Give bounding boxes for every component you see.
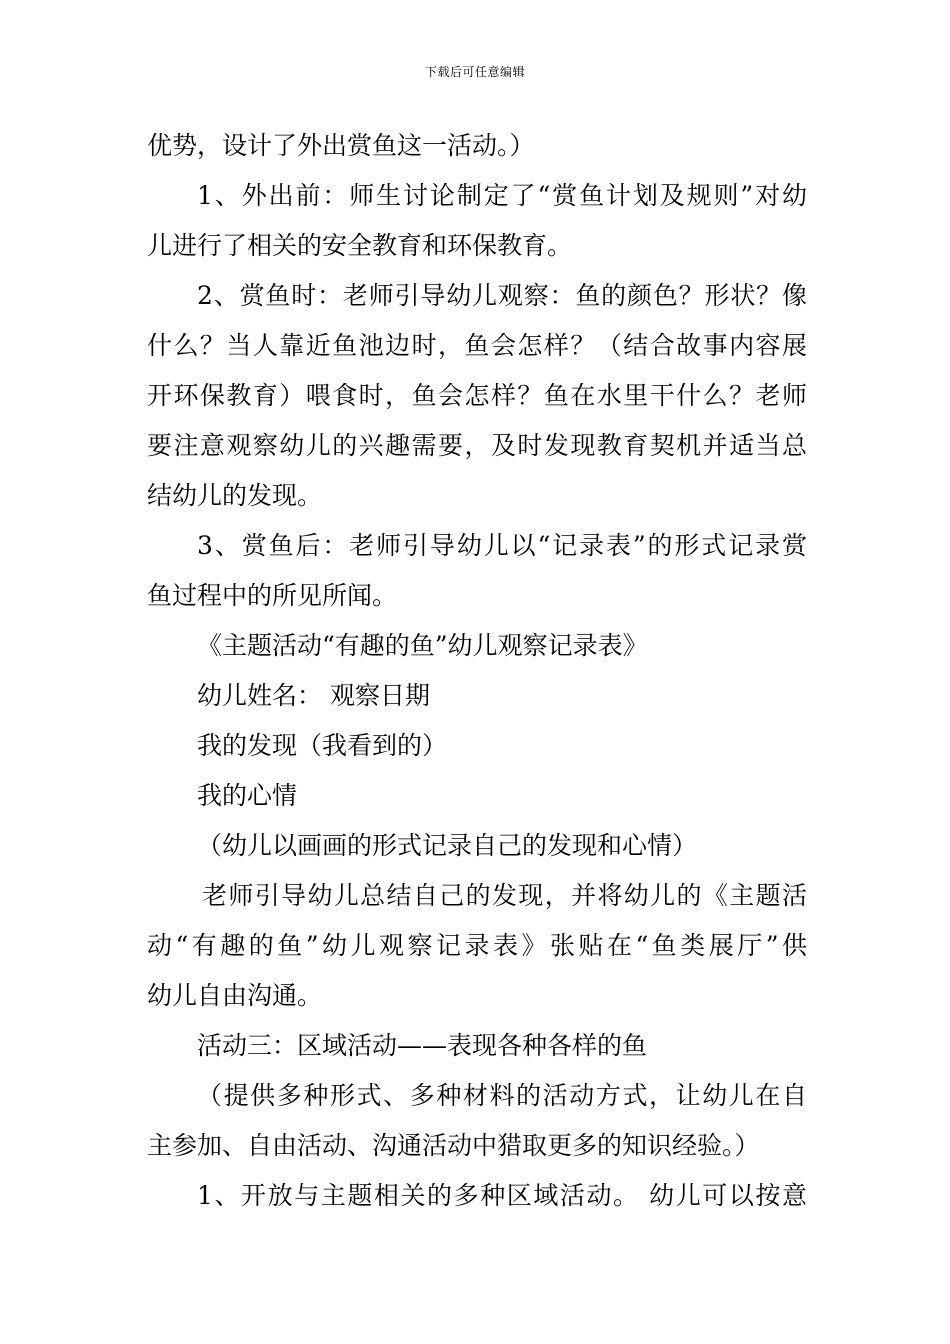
paragraph-line: 开环保教育）喂食时，鱼会怎样？鱼在水里干什么？老师 <box>147 381 807 410</box>
paragraph-line: 我的心情 <box>197 781 298 810</box>
paragraph-line: 老师引导幼儿总结自己的发现，并将幼儿的《主题活 <box>202 881 807 910</box>
page-header: 下载后可任意编辑 <box>424 65 525 79</box>
paragraph-line: 结幼儿的发现。 <box>147 481 323 510</box>
paragraph-line: 要注意观察幼儿的兴趣需要，及时发现教育契机并适当总 <box>147 431 807 460</box>
paragraph-line: 什么？当人靠近鱼池边时，鱼会怎样？（结合故事内容展 <box>147 331 807 360</box>
paragraph-line: 《主题活动“有趣的鱼”幼儿观察记录表》 <box>197 631 648 660</box>
paragraph-line: 动“有趣的鱼”幼儿观察记录表》张贴在“鱼类展厅”供 <box>147 931 807 960</box>
paragraph-line: 儿进行了相关的安全教育和环保教育。 <box>147 231 573 260</box>
paragraph-line: 3、赏鱼后：老师引导幼儿以“记录表”的形式记录赏 <box>197 531 807 560</box>
paragraph-line: 主参加、自由活动、沟通活动中猎取更多的知识经验。） <box>147 1131 760 1160</box>
paragraph-line: 我的发现（我看到的） <box>197 731 448 760</box>
paragraph-line: 幼儿姓名： 观察日期 <box>197 681 430 710</box>
paragraph-line: 幼儿自由沟通。 <box>147 981 323 1010</box>
document-body <box>147 121 807 1221</box>
paragraph-line: （幼儿以画画的形式记录自己的发现和心情） <box>197 831 698 860</box>
paragraph-line: 1、外出前：师生讨论制定了“赏鱼计划及规则”对幼 <box>197 181 807 210</box>
paragraph-line: 活动三：区域活动——表现各种各样的鱼 <box>197 1031 648 1060</box>
paragraph-line: 1、开放与主题相关的多种区域活动。 幼儿可以按意 <box>197 1181 807 1210</box>
paragraph-line: 2、赏鱼时：老师引导幼儿观察：鱼的颜色？形状？像 <box>197 281 807 310</box>
paragraph-line: 优势，设计了外出赏鱼这一活动。） <box>147 131 535 160</box>
paragraph-line: （提供多种形式、多种材料的活动方式，让幼儿在自 <box>197 1081 807 1110</box>
paragraph-line: 鱼过程中的所见所闻。 <box>147 581 398 610</box>
